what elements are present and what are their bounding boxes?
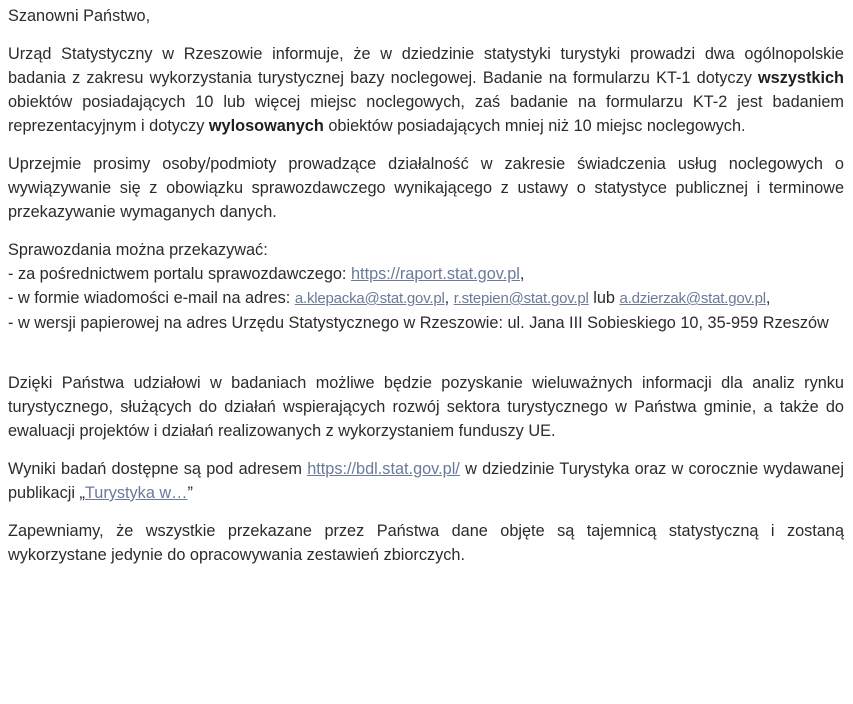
paragraph-results	[8, 457, 844, 505]
bold-all-text: wszystkich	[758, 69, 844, 87]
punctuation: ,	[444, 289, 454, 307]
email-link-stepien[interactable]: r.stepien@stat.gov.pl	[453, 290, 589, 307]
bold-selected-text: wylosowanych	[208, 117, 324, 135]
channel-paper: - w wersji papierowej na adres Urzędu Statystycznego w Rzeszowie: ul. Jana III Sobieskiego 10, 35-959 Rzeszów	[8, 314, 829, 332]
paragraph-benefits: Dzięki Państwa udziałowi w badaniach możliwe będzie pozyskanie wieluważnych informacji dla analiz rynku turystycznego, służących do działań wspierających rozwój sektora turystycznego w Państwa gminie, a także do ewaluacji projektów i działań realizowanych z wykorzystaniem funduszy UE.	[8, 374, 844, 440]
punctuation: ,	[765, 289, 771, 307]
paragraph-surveys-info	[8, 42, 844, 138]
conjunction-text: lub	[588, 289, 620, 307]
channel-portal	[8, 262, 844, 286]
channel-portal-text: - za pośrednictwem portalu sprawozdawczego:	[8, 265, 351, 283]
paragraph-request: Uprzejmie prosimy osoby/podmioty prowadzące działalność w zakresie świadczenia usług noclegowych o wywiązywanie się z obowiązku sprawozdawczego wynikającego z ustawy o statystyce publicznej i terminowe przekazywanie wymaganych danych.	[8, 155, 844, 221]
bdl-link[interactable]: https://bdl.stat.gov.pl/	[307, 460, 460, 478]
paragraph-text: obiektów posiadających 10 lub więcej miejsc noclegowych, zaś badanie na formularzu KT-2 jest badaniem reprezentacyjnym i dotyczy	[8, 93, 844, 135]
portal-link[interactable]: https://raport.stat.gov.pl	[350, 265, 520, 283]
closing-quote: ”	[187, 484, 193, 502]
letter-document	[8, 4, 844, 581]
submission-intro: Sprawozdania można przekazywać:	[8, 241, 268, 259]
submission-channels-list	[8, 262, 844, 335]
paragraph-confidentiality: Zapewniamy, że wszystkie przekazane przez Państwa dane objęte są tajemnicą statystyczną i zostaną wykorzystane jedynie do opracowywania zestawień zbiorczych.	[8, 522, 844, 564]
publication-link[interactable]: Turystyka w…	[84, 484, 188, 502]
paragraph-text: Urząd Statystyczny w Rzeszowie informuje, że w dziedzinie statystyki turystyki prowadzi dwa ogólnopolskie badania z zakresu wykorzystania turystycznej bazy noclegowej. Badanie na formularzu KT-1 dotyczy	[8, 45, 844, 87]
channel-email-text: - w formie wiadomości e-mail na adres:	[8, 289, 295, 307]
paragraph-text: obiektów posiadających mniej niż 10 miejsc noclegowych.	[323, 117, 746, 135]
punctuation: ,	[519, 265, 525, 283]
greeting: Szanowni Państwo,	[8, 7, 151, 25]
channel-email	[8, 286, 844, 311]
email-link-dzierzak[interactable]: a.dzierzak@stat.gov.pl	[619, 290, 766, 307]
paragraph-text: Wyniki badań dostępne są pod adresem	[8, 460, 308, 478]
email-link-klepacka[interactable]: a.klepacka@stat.gov.pl	[294, 290, 445, 307]
paragraph-text: w dziedzinie Turystyka oraz w corocznie wydawanej publikacji „	[8, 460, 844, 502]
